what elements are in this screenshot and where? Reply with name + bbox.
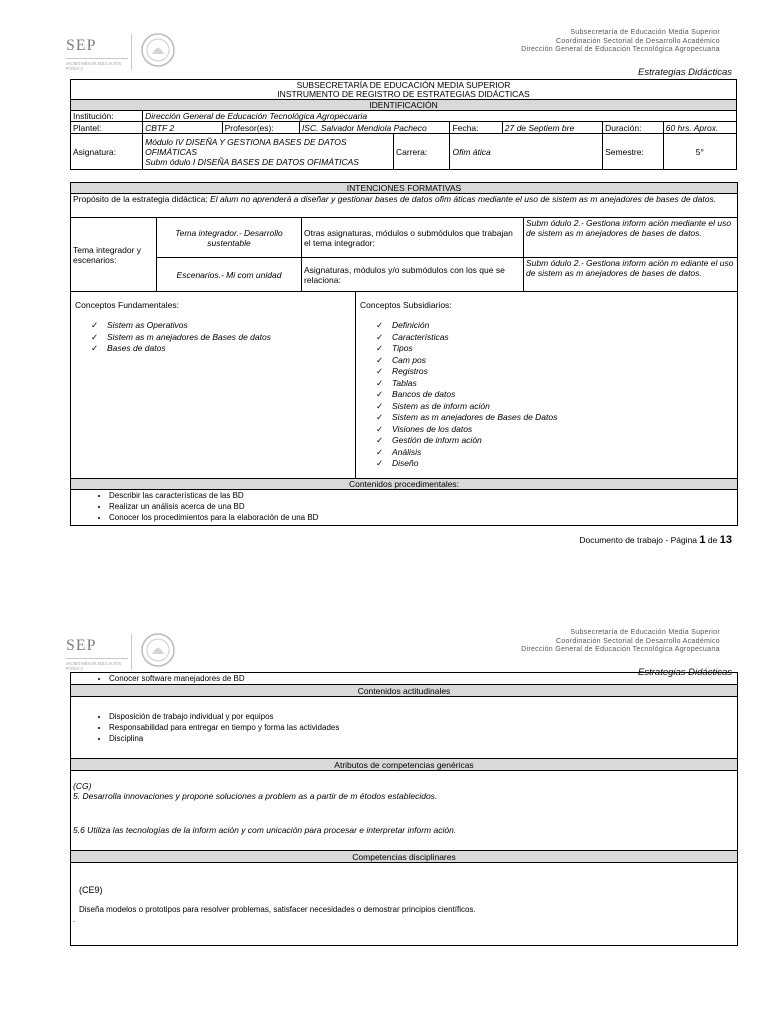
section-disciplinares: Competencias disciplinares [71,851,738,863]
escenarios: Escenarios.- Mi com unidad [157,258,302,292]
doc-tag: Estrategias Didácticas [638,667,732,678]
sep-logo-subtext: SECRETARÍA DE EDUCACIÓN PÚBLICA [66,58,128,71]
list-item [376,378,733,390]
institucion-label: Institución: [71,111,143,122]
national-seal-icon [140,632,176,668]
footer-of: de [707,535,718,545]
cg-line-2: 5.6 Utiliza las tecnologías de la inform ación y com unicación para procesar e interpretar inform ación. [73,825,457,835]
cg-label: (CG) [73,781,92,791]
ce-dot: . [73,915,76,924]
subsidiario-item: Características [392,331,449,342]
subsidiario-item: Gestión de inform ación [392,435,482,445]
check-icon: ✓ [376,412,384,422]
procedimentales-cont [71,673,738,685]
semestre-label: Semestre: [603,134,664,170]
list-item [91,332,351,344]
check-icon: ✓ [376,377,384,388]
continuation-table [70,672,738,946]
check-icon: ✓ [91,320,99,330]
asig-rel-label: Asignaturas, módulos y/o submódulos con los que se relaciona: [302,258,524,292]
asignatura-value [143,134,394,170]
form-title [71,80,737,100]
section-genericas: Atributos de competencias genéricas [71,759,738,771]
list-item [376,366,733,378]
list-item [376,332,733,344]
ce-text: Diseña modelos o prototipos para resolver problemas, satisfacer necesidades o demostrar principios científicos. [79,905,476,914]
sep-logo-subtext: SECRETARÍA DE EDUCACIÓN PÚBLICA [66,658,128,671]
disciplinares-cell [71,863,738,946]
page-footer [579,534,732,546]
doc-tag: Estrategias Didácticas [638,67,732,78]
duracion-label: Duración: [603,122,664,134]
ce-label: (CE9) [79,885,103,895]
fund-title: Conceptos Fundamentales: [75,300,179,310]
tema-label: Tema integrador y escenarios: [71,218,157,292]
subsidiario-item: Cam pos [392,354,427,365]
profesor-label: Profesor(es): [222,122,299,134]
sub-title: Conceptos Subsidiarios: [360,300,452,310]
plantel-value: CBTF 2 [143,122,222,134]
subsidiario-item: Análisis [392,446,422,457]
list-item: • Responsabilidad para entregar en tiempo y forma las actividades [109,722,735,733]
sep-logo-text: SEP [66,37,97,54]
subsidiario-item: Visiones de los datos [392,423,473,434]
otras-label: Otras asignaturas, módulos o submódulos que trabajan el tema integrador: [302,218,524,258]
form-title-line-2: INSTRUMENTO DE REGISTRO DE ESTRATEGIAS DIDÁCTICAS [277,88,530,99]
logo-divider [131,634,132,670]
procedimentales-list [73,490,735,523]
fundamentales-list [75,320,351,355]
actitudinales-list [73,711,735,744]
section-actitudinales: Contenidos actitudinales [71,685,738,697]
carrera-value: Ofim ática [450,134,603,170]
semestre-value: 5° [663,134,736,170]
list-item: • Disposición de trabajo individual y por equipos [109,711,735,722]
procedimentales-cell [71,489,738,525]
institution-header [521,629,720,655]
cg-line-1: 5. Desarrolla innovaciones y propone soluciones a problem as a partir de m étodos establecidos. [73,791,438,801]
subsidiario-item: Tipos [392,343,413,353]
identification-table [70,79,737,170]
conceptos-fundamentales [71,292,356,479]
fundamental-item: Sistem as Operativos [107,320,188,330]
conceptos-subsidiarios [356,292,738,479]
check-icon: ✓ [376,343,384,353]
list-item [91,320,351,332]
header-line-1: Subsecretaría de Educación Media Superior [570,29,720,36]
list-item: • Describir las características de las BD [109,490,735,501]
form-title-line-1: SUBSECRETARÍA DE EDUCACIÓN MEDIA SUPERIOR [296,79,511,90]
footer-page-total: 13 [719,534,732,546]
procedimentales-cont-list [73,673,735,684]
asignatura-line-1: Módulo IV DISEÑA Y GESTIONA BASES DE DATOS [145,136,347,147]
list-item: • Realizar un análisis acerca de una BD [109,501,735,512]
asignatura-line-3: Subm ódulo I DISEÑA BASES DE DATOS OFIMÁTICAS [145,156,359,167]
asignatura-label: Asignatura: [71,134,143,170]
list-item [376,412,733,424]
list-item [376,447,733,459]
list-item [376,435,733,447]
duracion-value: 60 hrs. Aprox. [663,122,736,134]
header-line-1: Subsecretaría de Educación Media Superior [570,629,720,636]
actitudinales-cell [71,697,738,759]
list-item: • Disciplina [109,733,735,744]
check-icon: ✓ [91,331,99,342]
header-line-2: Coordinación Sectorial de Desarrollo Académico [556,637,720,645]
header-line-2: Coordinación Sectorial de Desarrollo Académico [556,37,720,45]
check-icon: ✓ [376,446,384,457]
otras-value: Subm ódulo 2.- Gestiona inform ación mediante el uso de sistem as m anejadores de bases de datos. [524,218,738,258]
sep-logo-text: SEP [66,637,97,654]
fundamental-item: Sistem as m anejadores de Bases de datos [107,331,271,342]
check-icon: ✓ [376,320,384,330]
section-procedimentales: Contenidos procedimentales: [71,478,738,489]
logo-divider [131,34,132,70]
carrera-label: Carrera: [394,134,450,170]
asignatura-line-2: OFIMÁTICAS [145,146,198,157]
sep-logo [66,38,128,71]
proposito-label: Propósito de la estrategia didáctica: [73,194,208,204]
footer-page-number: 1 [699,534,706,546]
sep-logo [66,638,128,671]
tema-integrador: Tema integrador.- Desarrollo sustentable [157,218,302,258]
check-icon: ✓ [91,343,99,353]
list-item [376,355,733,367]
fundamental-item: Bases de datos [107,343,166,353]
subsidiario-item: Diseño [392,458,419,468]
list-item [376,401,733,413]
subsidiario-item: Sistem as m anejadores de Bases de Datos [392,412,558,422]
section-intenciones: INTENCIONES FORMATIVAS [71,183,738,194]
list-item: • Conocer los procedimientos para la elaboración de una BD [109,512,735,523]
subsidiario-item: Tablas [392,377,417,388]
check-icon: ✓ [376,435,384,445]
check-icon: ✓ [376,423,384,434]
subsidiarios-list [360,320,733,470]
national-seal-icon [140,32,176,68]
check-icon: ✓ [376,354,384,365]
check-icon: ✓ [376,366,384,376]
subsidiario-item: Bancos de datos [392,389,456,399]
section-identificacion: IDENTIFICACIÓN [71,100,737,111]
plantel-label: Plantel: [71,122,143,134]
document-page-2 [0,600,768,1024]
list-item: • Conocer software manejadores de BD [109,673,735,684]
subsidiario-item: Registros [392,366,428,376]
proposito-value: El alum no aprenderá a diseñar y gestionar bases de datos ofim áticas mediante el uso de sistem as m anejadores de bases de datos. [210,194,717,204]
list-item [376,424,733,436]
institution-header [521,29,720,55]
profesor-value: ISC. Salvador Mendiola Pacheco [299,122,450,134]
subsidiario-item: Sistem as de inform ación [392,400,490,411]
list-item [376,343,733,355]
header-line-3: Dirección General de Educación Tecnológica Agropecuaria [521,46,720,53]
list-item [376,389,733,401]
proposito-cell [71,194,738,218]
check-icon: ✓ [376,458,384,468]
subsidiario-item: Definición [392,320,430,330]
footer-text: Documento de trabajo - Página [579,535,698,545]
asig-rel-value: Subm ódulo 2.- Gestiona inform ación m ediante el uso de sistem as m anejadores de bases de datos. [524,258,738,292]
list-item [376,458,733,470]
check-icon: ✓ [376,400,384,411]
check-icon: ✓ [376,389,384,399]
institucion-value: Dirección General de Educación Tecnológica Agropecuaria [143,111,737,122]
fecha-label: Fecha: [450,122,502,134]
intenciones-table [70,182,738,526]
fecha-value: 27 de Septiem bre [502,122,602,134]
list-item [376,320,733,332]
genericas-cell [71,771,738,851]
list-item [91,343,351,355]
check-icon: ✓ [376,331,384,342]
header-line-3: Dirección General de Educación Tecnológica Agropecuaria [521,646,720,653]
